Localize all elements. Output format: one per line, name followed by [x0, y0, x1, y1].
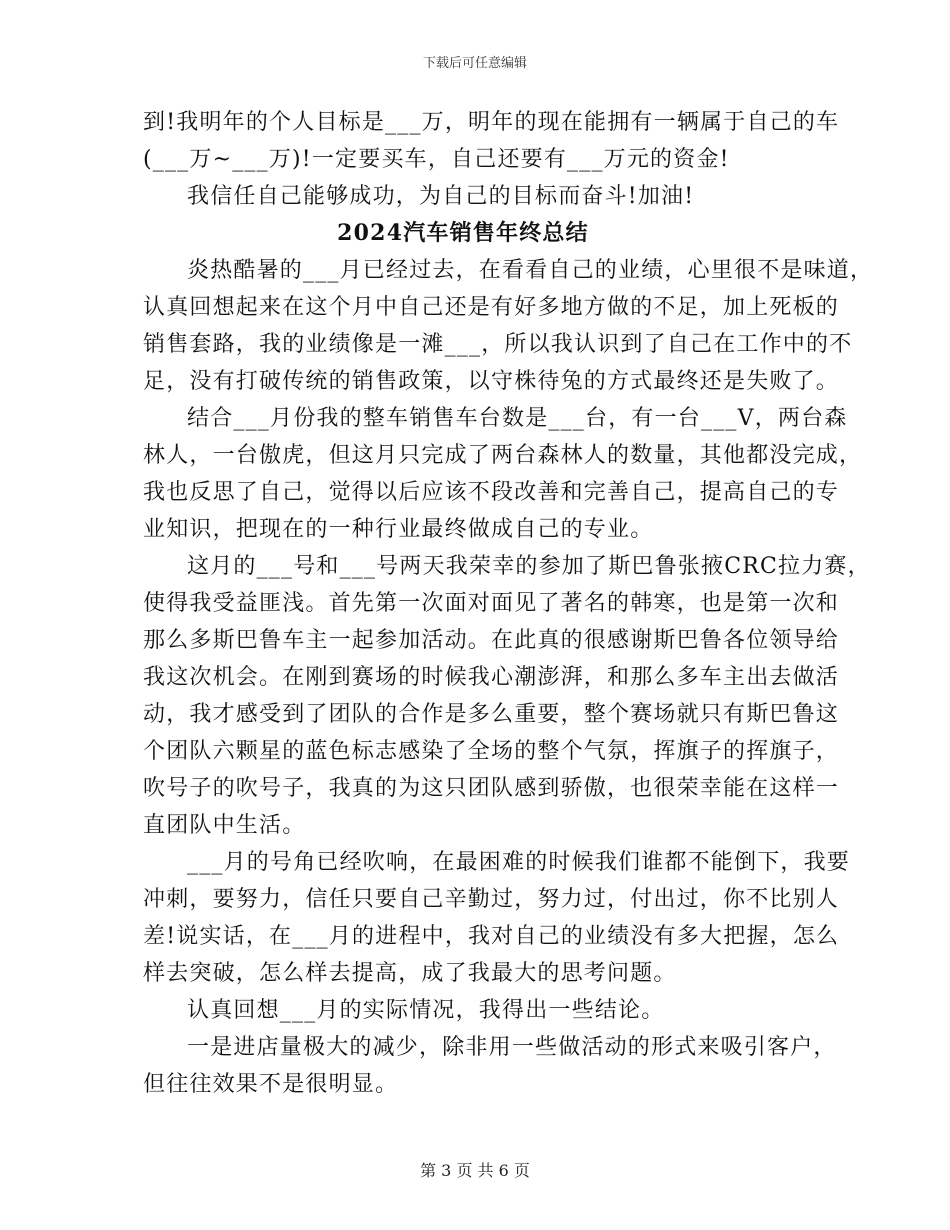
text-line: 销售套路，我的业绩像是一滩___，所以我认识到了自己在工作中的不 — [143, 332, 853, 357]
text-line: 到!我明年的个人目标是___万，明年的现在能拥有一辆属于自己的车 — [143, 110, 840, 135]
text-line: 那么多斯巴鲁车主一起参加活动。在此真的很感谢斯巴鲁各位领导给 — [143, 628, 840, 653]
text-line: 动，我才感受到了团队的合作是多么重要，整个赛场就只有斯巴鲁这 — [143, 702, 840, 727]
text-line: 使得我受益匪浅。首先第一次面对面见了著名的韩寒，也是第一次和 — [143, 591, 840, 616]
text-line: 我也反思了自己，觉得以后应该不段改善和完善自己，提高自己的专 — [143, 480, 840, 505]
text-line: 冲刺，要努力，信任只要自己辛勤过，努力过，付出过，你不比别人 — [143, 887, 840, 912]
section-title: 2024汽车销售年终总结 — [337, 220, 589, 246]
text-line: 认真回想___月的实际情况，我得出一些结论。 — [187, 998, 665, 1023]
text-line: 业知识，把现在的一种行业最终做成自己的专业。 — [143, 517, 654, 542]
text-line: 炎热酷暑的___月已经过去，在看看自己的业绩，心里很不是味道， — [187, 258, 874, 283]
text-line: (___万~___万)!一定要买车，自己还要有___万元的资金! — [143, 147, 730, 172]
text-line: 吹号子的吹号子，我真的为这只团队感到骄傲，也很荣幸能在这样一 — [143, 776, 840, 801]
text-line: 林人，一台傲虎，但这月只完成了两台森林人的数量，其他都没完成， — [143, 443, 863, 468]
text-line: 直团队中生活。 — [143, 813, 306, 838]
text-line: ___月的号角已经吹响，在最困难的时候我们谁都不能倒下，我要 — [187, 850, 851, 875]
text-line: 一是进店量极大的减少，除非用一些做活动的形式来吸引客户， — [187, 1035, 837, 1060]
text-line: 个团队六颗星的蓝色标志感染了全场的整个气氛，挥旗子的挥旗子， — [143, 739, 840, 764]
text-line: 但往往效果不是很明显。 — [143, 1072, 399, 1097]
text-line: 这月的___号和___号两天我荣幸的参加了斯巴鲁张掖CRC拉力赛， — [187, 554, 871, 579]
text-line: 样去突破，怎么样去提高，成了我最大的思考问题。 — [143, 961, 677, 986]
text-line: 认真回想起来在这个月中自己还是有好多地方做的不足，加上死板的 — [143, 295, 840, 320]
text-line: 足，没有打破传统的销售政策，以守株待兔的方式最终还是失败了。 — [143, 369, 840, 394]
text-line: 差!说实话，在___月的进程中，我对自己的业绩没有多大把握，怎么 — [143, 924, 840, 949]
document-body — [143, 104, 874, 1103]
page-number: 第 3 页 共 6 页 — [420, 1161, 530, 1180]
page-header: 下载后可任意编辑 — [422, 56, 527, 71]
text-line: 结合___月份我的整车销售车台数是___台，有一台___V，两台森 — [187, 406, 848, 431]
text-line: 我信任自己能够成功，为自己的目标而奋斗!加油! — [187, 184, 695, 209]
text-line: 我这次机会。在刚到赛场的时候我心潮澎湃，和那么多车主出去做活 — [143, 665, 840, 690]
